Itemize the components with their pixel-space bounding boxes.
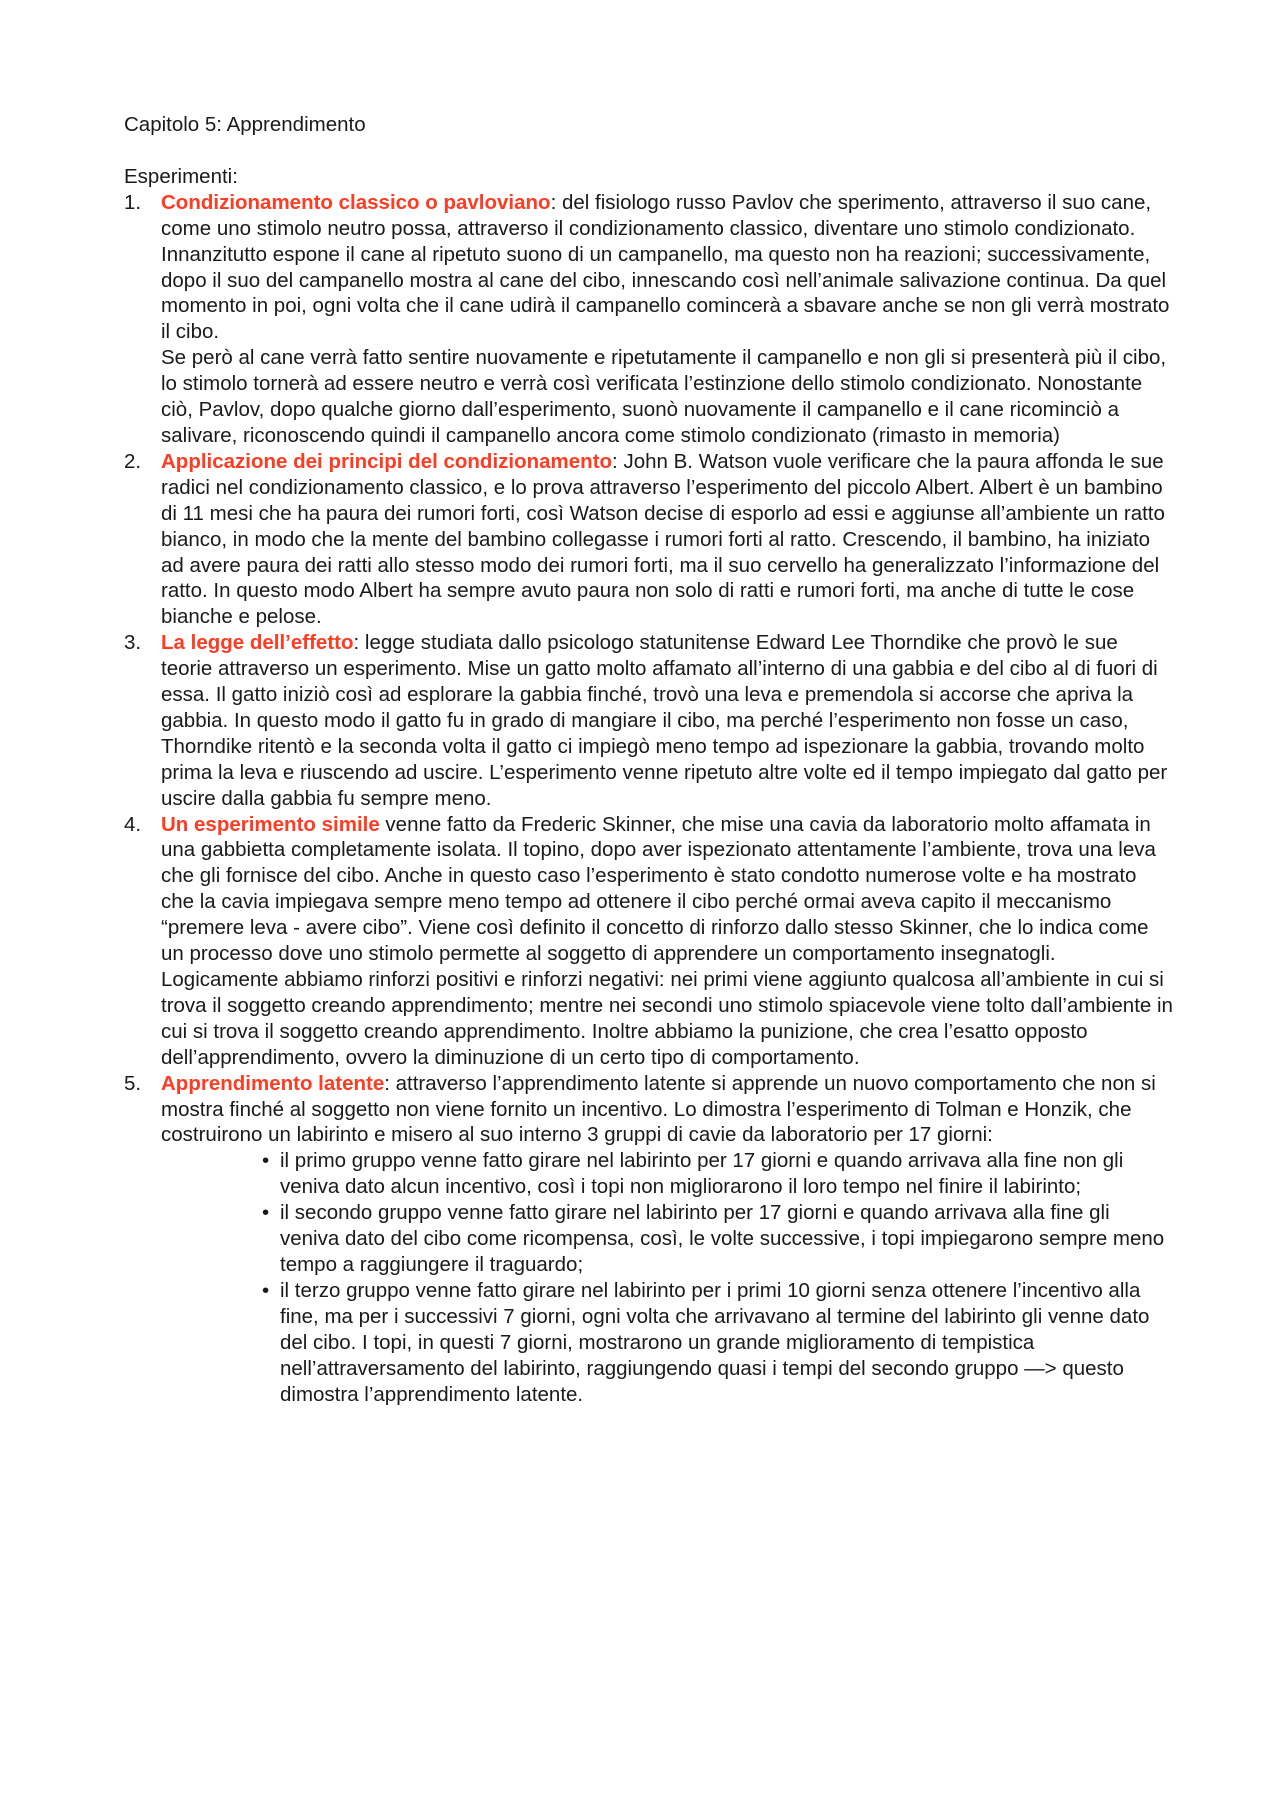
item-paragraph: Se però al cane verrà fatto sentire nuovamente e ripetutamente il campanello e non gli si presenterà più il cibo, lo stimolo tornerà ad essere neutro e verrà così verificata l’estinzione dello stimolo condizionato. Nonostante ciò, Pavlov, dopo qualche giorno dall’esperimento, suonò nuovamente il campanello e il cane ricominciò a salivare, riconoscendo quindi il campanello ancora come stimolo condizionato (rimasto in memoria) <box>161 346 1167 447</box>
list-number: 1. <box>124 190 142 214</box>
item-heading: Un esperimento simile <box>161 812 380 836</box>
section-heading: Esperimenti: <box>124 164 238 188</box>
bullet-icon: • <box>262 1149 270 1173</box>
document-page <box>124 112 1174 1407</box>
bullet-text: il secondo gruppo venne fatto girare nel labirinto per 17 giorni e quando arrivava alla fine gli veniva dato del cibo come ricompensa, così, le volte successive, i topi impiegarono sempre meno tempo a raggiungere il traguardo; <box>280 1201 1165 1276</box>
item-heading: Condizionamento classico o pavloviano <box>161 190 551 214</box>
item-heading: Apprendimento latente <box>161 1071 385 1095</box>
groups-bullet-list <box>124 1148 1174 1407</box>
item-text: : legge studiata dallo psicologo statunitense Edward Lee Thorndike che provò le sue teorie attraverso un esperimento. Mise un gatto molto affamato all’interno di una gabbia e del cibo al di fuori di essa. Il gatto iniziò così ad esplorare la gabbia finché, trovò una leva e premendola si accorse che apriva la gabbia. In questo modo il gatto fu in grado di mangiare il cibo, ma perché l’esperimento non fosse un caso, Thorndike ritentò e la seconda volta il gatto ci impiegò meno tempo ad ispezionare la gabbia, trovando molto prima la leva e riuscendo ad uscire. L’esperimento venne ripetuto altre volte ed il tempo impiegato dal gatto per uscire dalla gabbia fu sempre meno. <box>161 631 1168 810</box>
item-text: : John B. Watson vuole verificare che la paura affonda le sue radici nel condizionamento classico, e lo prova attraverso l’esperimento del piccolo Albert. Albert è un bambino di 11 mesi che ha paura dei rumori forti, così Watson decise di esporlo ad essi e aggiunse all’ambiente un ratto bianco, in modo che la mente del bambino collegasse i rumori forti al ratto. Crescendo, il bambino, ha iniziato ad avere paura dei ratti allo stesso modo dei rumori forti, ma il suo cervello ha generalizzato l’informazione del ratto. In questo modo Albert ha sempre avuto paura non solo di ratti e rumori forti, ma anche di tutte le cose bianche e pelose. <box>161 449 1165 629</box>
bullet-icon: • <box>262 1201 270 1225</box>
list-number: 2. <box>124 449 142 473</box>
bullet-item <box>260 1278 1174 1408</box>
list-item <box>124 630 1174 811</box>
list-item <box>124 1071 1174 1149</box>
bullet-text: il primo gruppo venne fatto girare nel labirinto per 17 giorni e quando arrivava alla fine non gli veniva dato alcun incentivo, così i topi non migliorarono il loro tempo nel finire il labirinto; <box>280 1149 1124 1199</box>
chapter-title: Capitolo 5: Apprendimento <box>124 113 366 136</box>
list-number: 4. <box>124 812 142 836</box>
bullet-item <box>260 1200 1174 1278</box>
list-number: 3. <box>124 631 142 655</box>
item-text: venne fatto da Frederic Skinner, che mise una cavia da laboratorio molto affamata in una gabbietta completamente isolata. Il topino, dopo aver ispezionato attentamente l’ambiente, trova una leva che gli fornisce del cibo. Anche in questo caso l’esperimento è stato condotto numerose volte e ha mostrato che la cavia impiegava sempre meno tempo ad ottenere il cibo perché ormai aveva capito il meccanismo “premere leva - avere cibo”. Viene così definito il concetto di rinforzo dallo stesso Skinner, che lo indica come un processo dove uno stimolo permette al soggetto di apprendere un comportamento insegnatogli. Logicamente abbiamo rinforzi positivi e rinforzi negativi: nei primi viene aggiunto qualcosa all’ambiente in cui si trova il soggetto creando apprendimento; mentre nei secondi uno stimolo spiacevole viene tolto dall’ambiente in cui si trova il soggetto creando apprendimento. Inoltre abbiamo la punizione, che crea l’esatto opposto dell’apprendimento, ovvero la diminuzione di un certo tipo di comportamento. <box>161 812 1173 1069</box>
list-item <box>124 190 1174 449</box>
bullet-icon: • <box>262 1278 270 1302</box>
item-text: : del fisiologo russo Pavlov che sperimento, attraverso il suo cane, come uno stimolo neutro possa, attraverso il condizionamento classico, diventare uno stimolo condizionato. Innanzitutto espone il cane al ripetuto suono di un campanello, ma questo non ha reazioni; successivamente, dopo il suo del campanello mostra al cane del cibo, innescando così nell’animale salivazione continua. Da quel momento in poi, ogni volta che il cane udirà il campanello comincerà a sbavare anche se non gli verrà mostrato il cibo. <box>161 190 1170 344</box>
list-number: 5. <box>124 1071 142 1095</box>
item-heading: Applicazione dei principi del condizionamento <box>161 449 613 473</box>
list-item <box>124 812 1174 1071</box>
experiments-list <box>124 190 1174 1149</box>
item-text: : attraverso l’apprendimento latente si apprende un nuovo comportamento che non si mostra finché al soggetto non viene fornito un incentivo. Lo dimostra l’esperimento di Tolman e Honzik, che costruirono un labirinto e misero al suo interno 3 gruppi di cavie da laboratorio per 17 giorni: <box>161 1071 1156 1147</box>
bullet-text: il terzo gruppo venne fatto girare nel labirinto per i primi 10 giorni senza ottenere l’incentivo alla fine, ma per i successivi 7 giorni, ogni volta che arrivavano al termine del labirinto gli venne dato del cibo. I topi, in questi 7 giorni, mostrarono un grande miglioramento di tempistica nell’attraversamento del labirinto, raggiungendo quasi i tempi del secondo gruppo —> questo dimostra l’apprendimento latente. <box>280 1278 1150 1406</box>
list-item <box>124 449 1174 630</box>
bullet-item <box>260 1148 1174 1200</box>
item-heading: La legge dell’effetto <box>161 631 354 655</box>
